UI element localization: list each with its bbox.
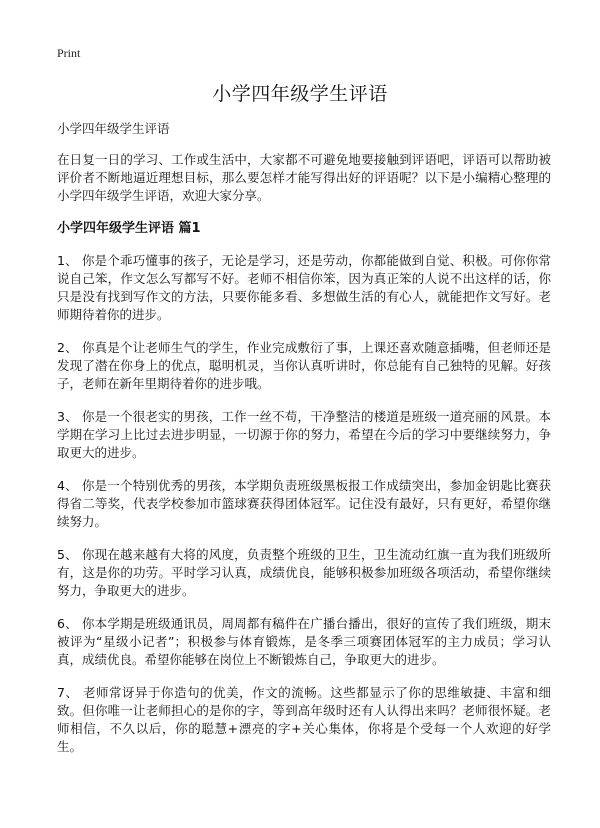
comment-paragraph-6: 6、 你本学期是班级通讯员，周周都有稿件在广播台播出，很好的宣传了我们班级，期末被评为“星级小记者”；积极参与体育锻炼，是冬季三项赛团体冠军的主力成员；学习认真，成绩优良。希望你能够在岗位上不断锻炼自己，争取更大的进步。: [57, 616, 551, 667]
document-body: [57, 119, 551, 771]
comment-paragraph-7: 7、 老师常讶异于你造句的优美，作文的流畅。这些都显示了你的思维敏捷、丰富和细致。但你唯一让老师担心的是你的字，等到高年级时还有人认得出来吗？老师很怀疑。老师相信，不久以后，你的聪慧+漂亮的字+关心集体，你将是个受每一个人欢迎的好学生。: [57, 685, 551, 754]
comment-paragraph-1: 1、 你是个乖巧懂事的孩子，无论是学习，还是劳动，你都能做到自觉、积极。可你你常说自己笨，作文怎么写都写不好。老师不相信你笨，因为真正笨的人说不出这样的话，你只是没有找到写作文的方法，只要你能多看、多想做生活的有心人，就能把作文写好。老师期待着你的进步。: [57, 253, 551, 322]
document-subtitle: 小学四年级学生评语: [57, 121, 170, 136]
intro-paragraph: 在日复一日的学习、工作或生活中，大家都不可避免地要接触到评语吧，评语可以帮助被评价者不断地逼近理想目标，那么要怎样才能写得出好的评语呢？以下是小编精心整理的小学四年级学生评语，欢迎大家分享。: [57, 152, 551, 203]
comment-paragraph-2: 2、 你真是个让老师生气的学生，作业完成敷衍了事，上课还喜欢随意插嘴，但老师还是发现了潜在你身上的优点，聪明机灵，当你认真听讲时，你总能有自己独特的见解。好孩子，老师在新年里期待着你的进步哦。: [57, 340, 551, 391]
comment-paragraph-5: 5、 你现在越来越有大将的风度，负责整个班级的卫生，卫生流动红旗一直为我们班级所有，这是你的功劳。平时学习认真，成绩优良，能够积极参加班级各项活动，希望你继续努力，争取更大的进步。: [57, 547, 551, 598]
print-link[interactable]: Print: [57, 46, 81, 60]
comment-paragraph-4: 4、 你是一个特别优秀的男孩，本学期负责班级黑板报工作成绩突出，参加金钥匙比赛获得省二等奖，代表学校参加市篮球赛获得团体冠军。记住没有最好，只有更好，希望你继续努力。: [57, 478, 551, 529]
page-title: 小学四年级学生评语: [212, 83, 388, 105]
comment-paragraph-3: 3、 你是一个很老实的男孩，工作一丝不苟，干净整洁的楼道是班级一道亮丽的风景。本学期在学习上比过去进步明显，一切源于你的努力，希望在今后的学习中要继续努力，争取更大的进步。: [57, 409, 551, 460]
section-heading: 小学四年级学生评语 篇1: [57, 221, 201, 236]
